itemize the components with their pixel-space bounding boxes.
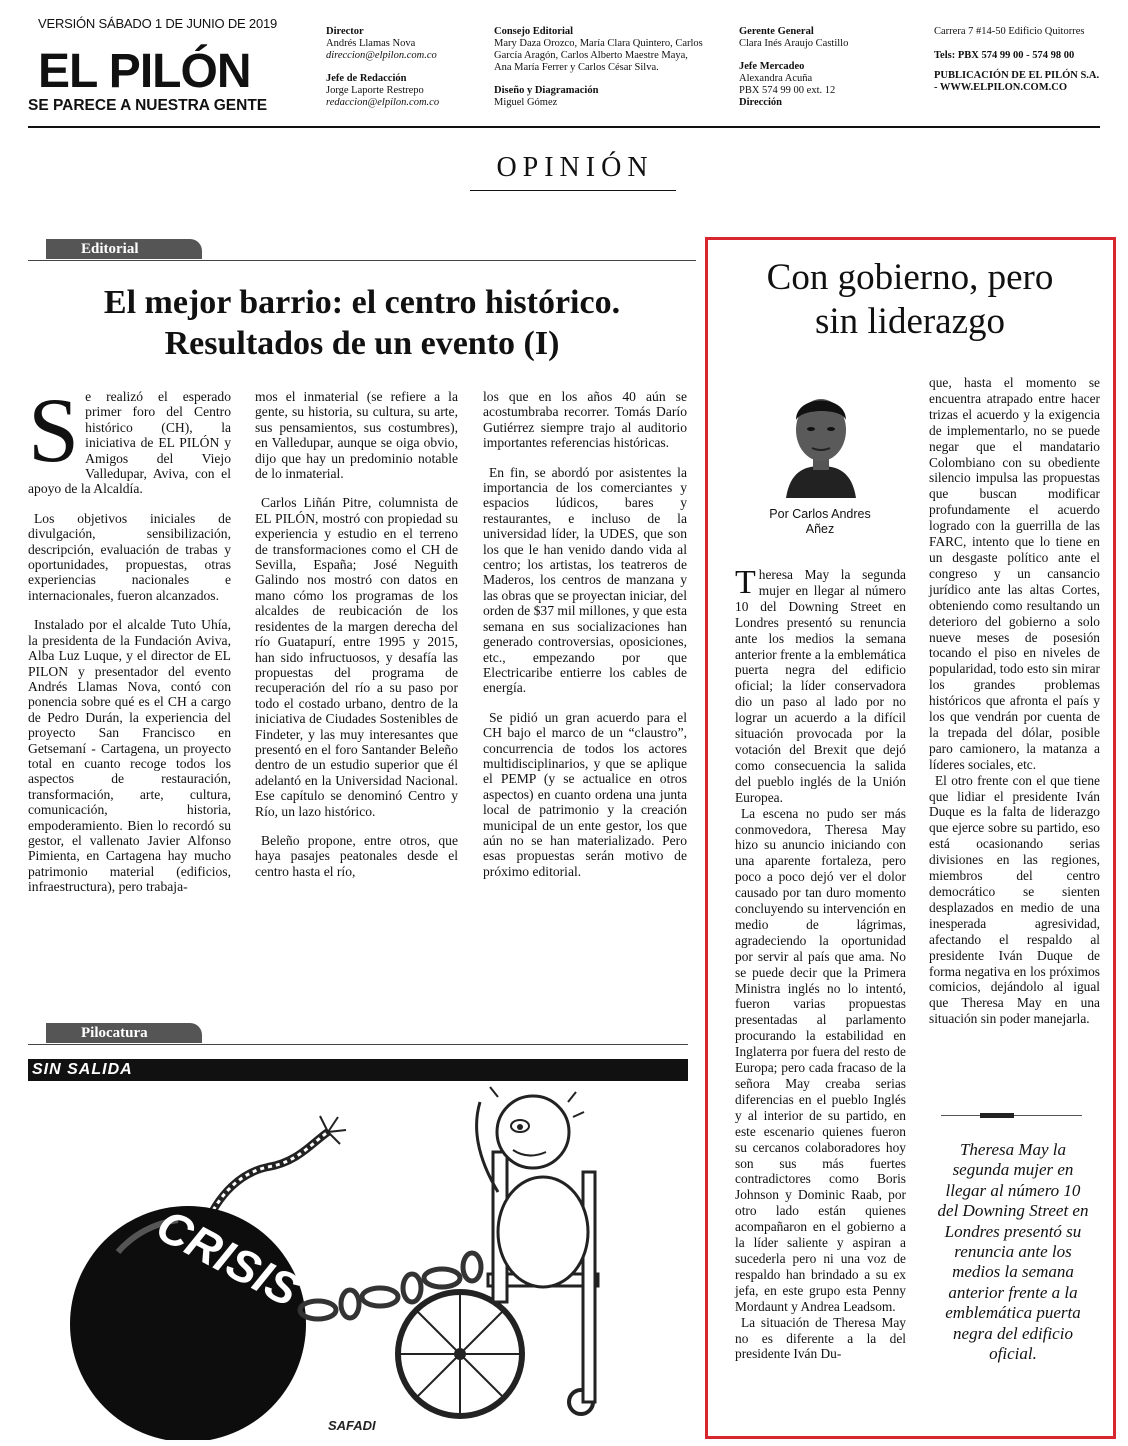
paragraph: que, hasta el momento se encuentra atrapado entre hacer trizas el acuerdo y la exigencia de implementarlo, no se puede negar que el mandatario Colombiano con su obediente silencio impulsa las propuestas que buscan modificar profundamente el acuerdo logrado con la guerrilla de las FARC, intento que lo tiene en un desgaste político ante el congreso y un cansancio jurídico ante las altas Cortes, obteniendo como resultando un deterioro del gobierno a solo nueve meses de posesión tocando el piso en niveles de popularidad, todo esto sin mirar los grandes problemas históricos que afronta el país y los que vendrán por cuenta de la trepada del dólar, posible paro camionero, la matanza a líderes sociales, etc. bbox=[929, 375, 1100, 772]
cartoon-image[interactable] bbox=[28, 1082, 688, 1440]
opinion-column-b bbox=[929, 375, 1100, 1027]
paragraph: mos el inmaterial (se refiere a la gente, su historia, su cultura, su arte, sus pensamientos, sus costumbres), en Valledupar, aunque se oiga obvio, dijo que hay un predominio notable de lo inmaterial. bbox=[255, 389, 458, 482]
phone-text: Tels: PBX 574 99 00 - 574 98 00 bbox=[934, 50, 1075, 61]
masthead-rule bbox=[28, 126, 1100, 128]
staff-name: Alexandra Acuña bbox=[739, 73, 813, 84]
staff-role: Diseño y Diagramación bbox=[494, 85, 599, 96]
author-photo bbox=[782, 380, 860, 498]
pull-quote-rule-accent bbox=[980, 1113, 1014, 1118]
staff-role: Gerente General bbox=[739, 26, 814, 37]
tab-editorial[interactable]: Editorial bbox=[46, 239, 202, 259]
newspaper-logo[interactable]: EL PILÓN bbox=[38, 45, 251, 98]
headline-line: El mejor barrio: el centro histórico. bbox=[103, 284, 621, 321]
drop-cap: T bbox=[735, 564, 756, 601]
paragraph: La escena no pudo ser más conmovedora, Theresa May hizo su anuncio iniciando con una aparente fortaleza, pero poco a poco dejó ver el dolor causado por tan duro momento concluyendo su intervención en medio de lágrimas, agradeciendo la oportunidad por servir al país que ama. No se puede decir que la Primera Ministra inglés no lo intentó, fueron varias propuestas presentadas al parlamento procurando la estabilidad en Inglaterra por fuera del resto de Europa; pero cada fracaso de la señora May creaba serias diferencias en el pueblo Inglés y al interior de su partido, en este escenario quienes fueron su cercanos colaboradores hoy son sus más fuertes contradictores como Boris Johnson y Dominic Raab, por otro lado están quienes acompañaron en el gobierno a la líder saliente y aspiran a sucederla pero ni una voz de respaldo han brindado a su ex jefa, en este grupo esta Penny Mordaunt y Andrea Leadsom. bbox=[735, 805, 906, 1314]
staff-names: Mary Daza Orozco, María Clara Quintero, Carlos García Aragón, Carlos Alberto Maestre Maya, Ana María Ferrer y Carlos César Silva. bbox=[494, 38, 703, 73]
paragraph: Beleño propone, entre otros, que haya pasajes peatonales desde el centro hasta el río, bbox=[255, 832, 458, 879]
staff-consejo-block bbox=[494, 26, 706, 109]
paragraph: los que en los años 40 aún se acostumbraba recorrer. Tomás Darío Gutiérrez siempre trajo al auditorio importantes referencias históricas. bbox=[483, 389, 687, 451]
staff-email[interactable]: redaccion@elpilon.com.co bbox=[326, 97, 440, 108]
cartoonist-signature: SAFADI bbox=[328, 1418, 376, 1433]
staff-name: Miguel Gómez bbox=[494, 97, 558, 108]
paragraph: La situación de Theresa May no es diferente a la del presidente Iván Du- bbox=[735, 1314, 906, 1362]
section-title-rule bbox=[470, 190, 676, 191]
staff-role: Consejo Editorial bbox=[494, 26, 574, 37]
editorial-column-3 bbox=[483, 389, 687, 893]
editorial-column-2 bbox=[255, 389, 458, 893]
staff-name: Clara Inés Araujo Castillo bbox=[739, 38, 849, 49]
pull-quote: Theresa May la segunda mujer en llegar al número 10 del Downing Street en Londres presentó su renuncia ante los medios la semana anterior frente a la emblemática puerta negra del edificio oficial. bbox=[937, 1140, 1089, 1364]
staff-name: Jorge Laporte Restrepo bbox=[326, 85, 424, 96]
staff-role: Dirección bbox=[739, 97, 782, 108]
staff-role: Jefe de Redacción bbox=[326, 73, 407, 84]
opinion-headline[interactable] bbox=[715, 256, 1105, 344]
cartoon-title: SIN SALIDA bbox=[32, 1061, 133, 1078]
headline-line: Con gobierno, pero bbox=[766, 257, 1054, 298]
tab-pilocatura[interactable]: Pilocatura bbox=[46, 1023, 202, 1043]
paragraph: Se pidió un gran acuerdo para el CH bajo el marco de un “claustro”, concurrencia de todos los actores multidisciplinarios, y que se aplique el PEMP (y se actualice en otros aspectos) en cuanto ordena una junta local de patrimonio y la creación municipal de un ente gestor, los que aún no se han materializado. Pero esas propuestas serán motivo de próximo editorial. bbox=[483, 709, 687, 879]
drop-cap: S bbox=[28, 379, 80, 481]
opinion-column-a bbox=[735, 564, 906, 1362]
staff-phone: PBX 574 99 00 ext. 12 bbox=[739, 85, 836, 96]
staff-director-block bbox=[326, 26, 476, 109]
paragraph: En fin, se abordó por asistentes la importancia de los comerciantes y espacios lúdicos, bares y restaurantes, e incluso de la universidad líder, la UDES, que son los que le han venido dando vida al centro; los artistas, los teatreros de Maderos, los centros de manzana y las obras que se proyectan iniciar, del orden de $37 mil millones, y que esta semana en sus socializaciones han generado controversias, oposiciones, etc., empezando por que Electricaribe entierre los cables de energía. bbox=[483, 464, 687, 696]
address-text: Carrera 7 #14-50 Edificio Quitorres bbox=[934, 26, 1085, 37]
staff-gerente-block bbox=[739, 26, 909, 109]
paragraph: El otro frente con el que tiene que lidiar el presidente Iván Duque es la falta de liderazgo que ejerce sobre su partido, eso está ocasionando serias divisiones en las regiones, miembros del centro democrático se sienten desplazados en medio de una inesperada agresividad, afectando el respaldo al presidente Iván Duque de forma negativa en los próximos comicios, dejándolo al igual que Theresa May en una situación sin poder manejarla. bbox=[929, 772, 1100, 1027]
headline-line: sin liderazgo bbox=[814, 301, 1006, 342]
edition-date: VERSIÓN SÁBADO 1 DE JUNIO DE 2019 bbox=[38, 16, 278, 31]
staff-name: Andrés Llamas Nova bbox=[326, 38, 416, 49]
section-title: OPINIÓN bbox=[496, 152, 654, 183]
staff-role: Director bbox=[326, 26, 364, 37]
author-byline: Por Carlos Andres Añez bbox=[769, 507, 871, 536]
staff-role: Jefe Mercadeo bbox=[739, 61, 805, 72]
paragraph: e realizó el esperado primer foro del Centro histórico (CH), la iniciativa de EL PILÓN y Amigos del Viejo Valledupar, Aviva, con el apoyo de la Alcaldía. bbox=[28, 389, 231, 497]
staff-email[interactable]: direccion@elpilon.com.co bbox=[326, 50, 437, 61]
editorial-headline[interactable] bbox=[28, 282, 696, 364]
pilocatura-rule bbox=[28, 1044, 688, 1045]
paragraph: Carlos Liñán Pitre, columnista de EL PILÓN, mostró con propiedad su experiencia y estudio en el terreno de transformaciones como el CH de Sevilla, España; José Neguith Galindo nos mostró con datos en mano cómo los programas de los alcaldes de reubicación de los residentes de la margen derecha del río Guatapurí, entre 1995 y 2015, han sido infructuosos, y desafía las propuestas del programa de recuperación del río a su paso por todo el costado urbano, dentro de la iniciativa de Ciudades Sostenibles de Findeter, y las muy interesantes que presentó en el foro Santander Beleño dentro de un estudio superior que él adelantó en la Universidad Nacional. Ese capítulo se denominó Centro y Río, un lazo histórico. bbox=[255, 495, 458, 819]
ball-label: CRISIS bbox=[148, 1198, 309, 1317]
paragraph: heresa May la segunda mujer en llegar al número 10 del Downing Street en Londres presentó su renuncia ante los medios la semana anterior frente a la emblemática puerta negra del edificio oficial; la líder conservadora dio un paso al lado por no lograr un acuerdo a la difícil situación provocada por la votación del Brexit que dejó como consecuencia la salida del pueblo inglés de la Unión Europea. bbox=[735, 567, 906, 805]
publication-text[interactable]: PUBLICACIÓN DE EL PILÓN S.A. - WWW.ELPILON.COM.CO bbox=[934, 70, 1100, 93]
editorial-rule bbox=[28, 260, 696, 261]
editorial-column-1 bbox=[28, 379, 231, 909]
paragraph: Instalado por el alcalde Tuto Uhía, la presidenta de la Fundación Aviva, Alba Luz Luque, y el director de EL PILON y presentador del evento Andrés Llamas Nova, contó con ponencia sobre qué es el CH a cargo de Pedro Durán, la experiencia del proyecto San Francisco en Getsemaní - Cartagena, un proyecto total en cuanto recoge todos los aspectos de restauración, transformación, arte, cultura, comunicación, historia, empoderamiento. Bien lo recordó su gestor, el vallenato Javier Alfonso Pimienta, en Cartagena hay mucho patrimonio material (edificios, infraestructura), pero trabaja- bbox=[28, 617, 231, 895]
headline-line: Resultados de un evento (I) bbox=[164, 325, 560, 362]
staff-contact-block bbox=[934, 26, 1100, 94]
paragraph: Los objetivos iniciales de divulgación, sensibilización, descripción, evaluación de trabas y oportunidades, propuestas, otras experiencias nacionales e internacionales, fueron alcanzados. bbox=[28, 510, 231, 603]
newspaper-slogan: SE PARECE A NUESTRA GENTE bbox=[28, 97, 268, 114]
